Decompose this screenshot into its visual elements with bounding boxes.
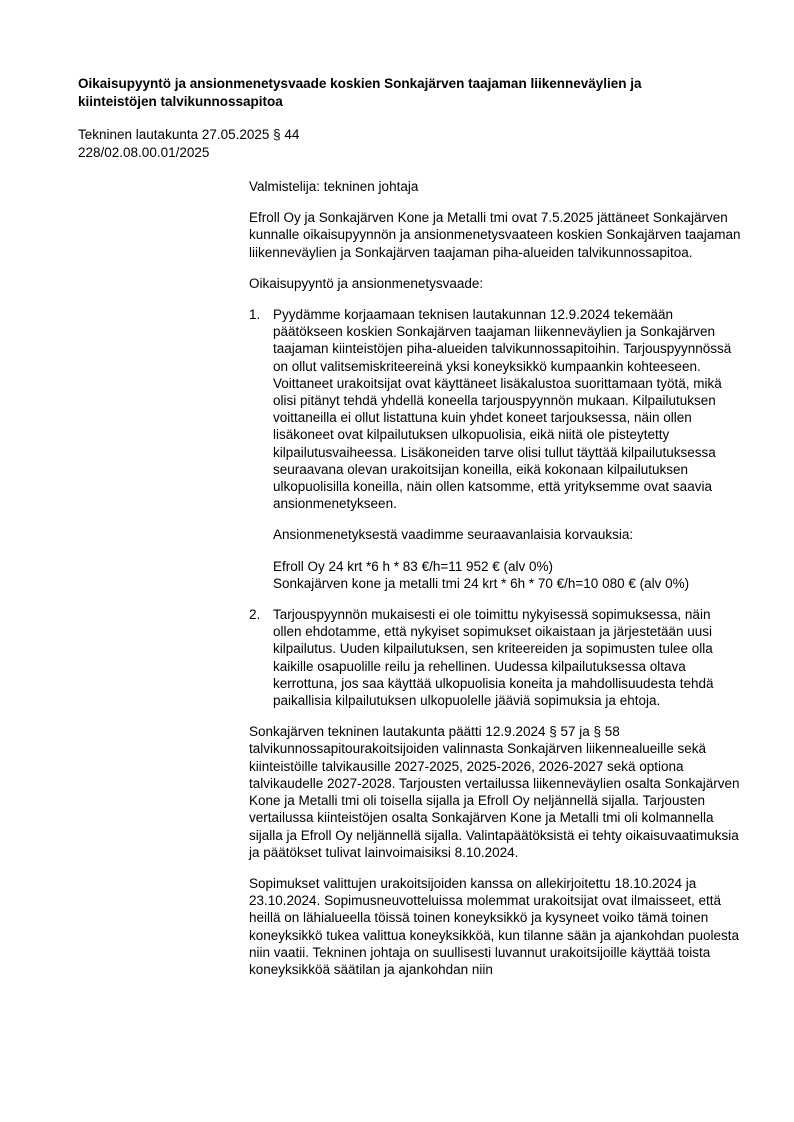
- item1-claims: [273, 558, 741, 592]
- item2-text: Tarjouspyynnön mukaisesti ei ole toimittu nykyisessä sopimuksessa, näin ollen ehdotamme, että nykyiset sopimukset oikaistaan ja järjestetään uusi kilpailutus. Uuden kilpailutuksen, sen kriteereiden ja sopimusten tulee olla kaikille osapuolille reilu ja rehellinen. Uudessa kilpailutuksessa oltava kerrottuna, jos saa käyttää ulkopuolisia koneita ja mahdollisuudesta tehdä paikallisia kilpailutuksen ulkopuolelle jääviä sopimuksia ja ehtoja.: [273, 607, 714, 709]
- intro-paragraph: Efroll Oy ja Sonkajärven Kone ja Metalli tmi ovat 7.5.2025 jättäneet Sonkajärven kunnalle oikaisupyynnön ja ansionmenetysvaateen koskien Sonkajärven taajaman liikenneväylien ja Sonkajärven taajaman piha-alueiden talvikunnossapitoa.: [249, 210, 741, 260]
- claim-efroll: Efroll Oy 24 krt *6 h * 83 €/h=11 952 € (alv 0%): [273, 558, 554, 574]
- claim-sonkajarven-kone: Sonkajärven kone ja metalli tmi 24 krt * 6h * 70 €/h=10 080 € (alv 0%): [273, 575, 690, 591]
- meeting-info: [78, 126, 299, 161]
- record-id: 228/02.08.00.01/2025: [78, 144, 210, 160]
- list-item-2: [249, 606, 741, 709]
- item1-text: Pyydämme korjaamaan teknisen lautakunnan 12.9.2024 tekemään päätökseen koskien Sonkajärven taajaman liikenneväylien ja Sonkajärven taajaman kiinteistöjen piha-alueiden talvikunnossapitoihin. Tarjouspyynnössä on ollut valitsemiskriteereinä yksi koneyksikkö kumpaankin kohteeseen. Voittaneet urakoitsijat ovat käyttäneet lisäkalustoa suorittamaan työtä, mikä olisi pitänyt tehdä yhdellä koneella tarjouspyynnön mukaan. Kilpailutuksen voittaneilla ei ollut listattuna kuin yhdet koneet tarjouksessa, näin ollen lisäkoneet ovat kilpailutuksen ulkopuolisia, eikä niitä ole pisteytetty kilpailutusvaiheessa. Lisäkoneiden tarve olisi tullut täyttää kilpailutuksessa seuraavana olevan urakoitsijan koneilla, eikä kokonaan kilpailutuksen ulkopuolisilla koneilla, näin ollen katsomme, että yrityksemme ovat saavia ansionmenetykseen.: [273, 307, 732, 512]
- list-item-1: [249, 306, 741, 592]
- meeting-reference: Tekninen lautakunta 27.05.2025 § 44: [78, 127, 300, 142]
- list-number-1: 1.: [249, 307, 261, 323]
- decision-paragraph: Sonkajärven tekninen lautakunta päätti 12.9.2024 § 57 ja § 58 talvikunnossapitourakoitsijoiden valinnasta Sonkajärven liikennealueille sekä kiinteistöille talvikausille 2027-2025, 2025-2026, 2026-2027 sekä optiona talvikaudelle 2027-2028. Tarjousten vertailussa liikenneväylien osalta Sonkajärven Kone ja Metalli tmi oli toisella sijalla ja Efroll Oy neljännellä sijalla. Tarjousten vertailussa kiinteistöjen osalta Sonkajärven Kone ja Metalli tmi oli kolmannella sijalla ja Efroll Oy neljännellä sijalla. Valintapäätöksistä ei tehty oikaisuvaatimuksia ja päätökset tulivat lainvoimaisiksi 8.10.2024.: [249, 724, 740, 860]
- contracts-paragraph: Sopimukset valittujen urakoitsijoiden kanssa on allekirjoitettu 18.10.2024 ja 23.10.2024. Sopimusneuvotteluissa molemmat urakoitsijat ovat ilmaisseet, että heillä on lähialueella töissä toinen koneyksikkö ja kysyneet voiko tämä toinen koneyksikkö tukea valittua koneyksikköä, kun tilanne sään ja ajankohdan puolesta niin vaatii. Tekninen johtaja on suullisesti luvannut urakoitsijoille käyttää toista koneyksikköä säätilan ja ajankohdan niin: [249, 875, 740, 977]
- document-body: [249, 178, 741, 978]
- document-title: Oikaisupyyntö ja ansionmenetysvaade koskien Sonkajärven taajaman liikenneväylien ja kiinteistöjen talvikunnossapitoa: [78, 76, 642, 109]
- item1-claim-intro: Ansionmenetyksestä vaadimme seuraavanlaisia korvauksia:: [273, 527, 634, 543]
- preparer-line: Valmistelija: tekninen johtaja: [249, 179, 419, 194]
- claim-subheading: Oikaisupyyntö ja ansionmenetysvaade:: [249, 275, 484, 291]
- list-number-2: 2.: [249, 607, 261, 623]
